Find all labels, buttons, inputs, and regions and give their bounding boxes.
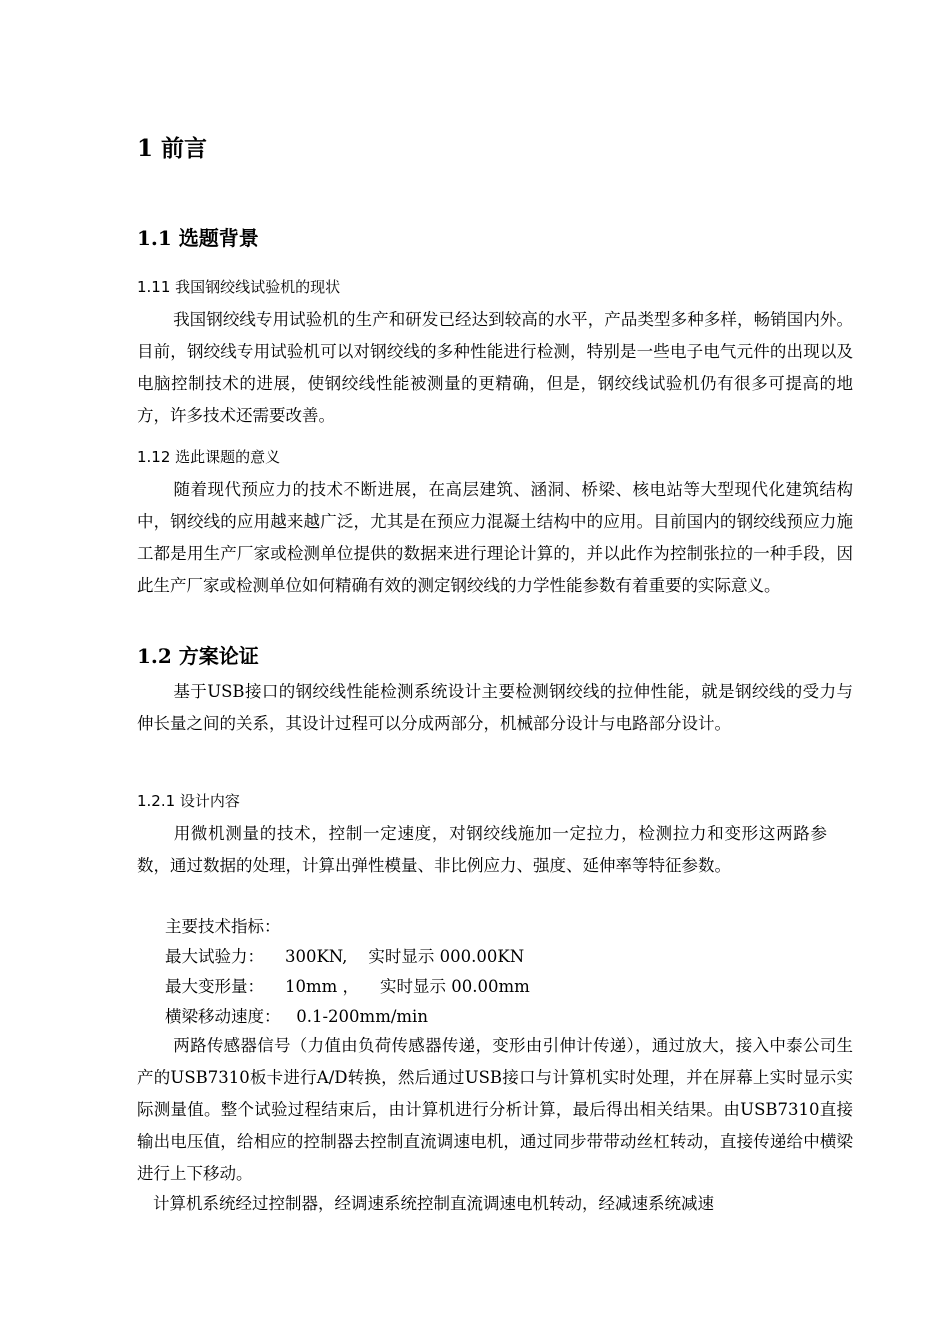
paragraph-control: 计算机系统经过控制器，经调速系统控制直流调速电机转动，经减速系统减速 — [153, 1194, 714, 1213]
spec-title: 主要技术指标： — [165, 917, 281, 936]
paragraph-design — [137, 818, 827, 882]
subsection-heading-1-11: 1.11 我国钢绞线试验机的现状 — [137, 278, 341, 296]
subsection-heading-1-12: 1.12 选此课题的意义 — [137, 448, 281, 466]
spec-max-deformation: 最大变形量： 10mm ， 实时显示 00.00mm — [165, 977, 530, 996]
paragraph-scheme — [137, 676, 853, 740]
paragraph-scheme-text: 基于USB接口的钢绞线性能检测系统设计主要检测钢绞线的拉伸性能，就是钢绞线的受力与伸长量之间的关系，其设计过程可以分成两部分，机械部分设计与电路部分设计。 — [137, 682, 853, 733]
subsection-heading-1-2-1: 1.2.1 设计内容 — [137, 792, 240, 810]
paragraph-sensors-text: 两路传感器信号（力值由负荷传感器传递，变形由引伸计传递），通过放大，接入中泰公司生产的USB7310板卡进行A/D转换，然后通过USB接口与计算机实时处理，并在屏幕上实时显示实际测量值。整个试验过程结束后，由计算机进行分析计算，最后得出相关结果。由USB7310直接输出电压值，给相应的控制器去控制直流调速电机，通过同步带带动丝杠转动，直接传递给中横梁进行上下移动。 — [137, 1036, 853, 1183]
spec-max-force: 最大试验力： 300KN, 实时显示 000.00KN — [165, 947, 525, 966]
paragraph-sensors — [137, 1030, 853, 1190]
section-heading-1-2: 1.2 方案论证 — [137, 644, 259, 668]
section-heading-1-1: 1.1 选题背景 — [137, 226, 259, 250]
paragraph-status — [137, 304, 853, 432]
paragraph-significance-text: 随着现代预应力的技术不断进展，在高层建筑、涵洞、桥梁、核电站等大型现代化建筑结构中，钢绞线的应用越来越广泛，尤其是在预应力混凝土结构中的应用。目前国内的钢绞线预应力施工都是用生产厂家或检测单位提供的数据来进行理论计算的，并以此作为控制张拉的一种手段，因此生产厂家或检测单位如何精确有效的测定钢绞线的力学性能参数有着重要的实际意义。 — [137, 480, 853, 595]
paragraph-design-text: 用微机测量的技术，控制一定速度，对钢绞线施加一定拉力，检测拉力和变形这两路参数，通过数据的处理，计算出弹性模量、非比例应力、强度、延伸率等特征参数。 — [137, 824, 827, 875]
chapter-heading: 1 前言 — [137, 135, 208, 162]
paragraph-significance — [137, 474, 853, 602]
paragraph-status-text: 我国钢绞线专用试验机的生产和研发已经达到较高的水平，产品类型多种多样，畅销国内外。目前，钢绞线专用试验机可以对钢绞线的多种性能进行检测，特别是一些电子电气元件的出现以及电脑控制技术的进展，使钢绞线性能被测量的更精确，但是，钢绞线试验机仍有很多可提高的地方，许多技术还需要改善。 — [137, 310, 853, 425]
spec-beam-speed: 横梁移动速度： 0.1-200mm/min — [165, 1007, 428, 1026]
